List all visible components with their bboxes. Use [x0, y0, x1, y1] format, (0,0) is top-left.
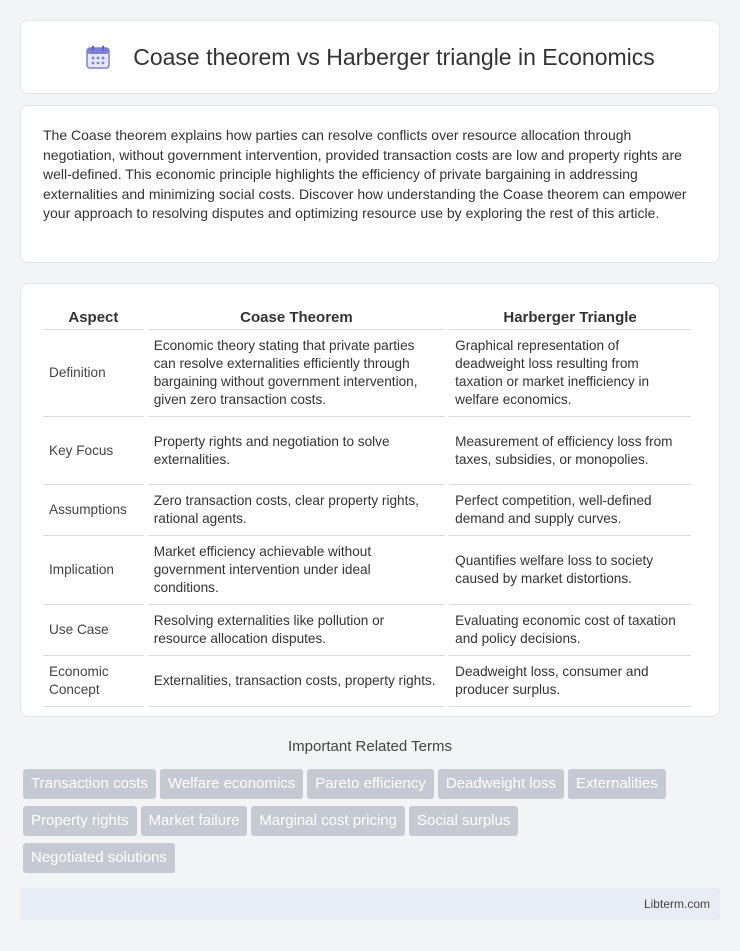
calendar-icon	[85, 44, 111, 70]
column-header-coase: Coase Theorem	[148, 304, 445, 330]
page-title: Coase theorem vs Harberger triangle in Economics	[133, 43, 655, 70]
related-term-tag[interactable]: Property rights	[23, 806, 137, 836]
row-aspect: Definition	[43, 330, 144, 417]
row-aspect: Economic Concept	[43, 656, 144, 707]
related-terms-list	[23, 769, 723, 880]
row-harberger: Graphical representation of deadweight loss resulting from taxation or market inefficiency in welfare economics.	[449, 330, 691, 417]
table-row	[43, 536, 691, 605]
related-term-tag[interactable]: Welfare economics	[160, 769, 303, 799]
related-term-tag[interactable]: Social surplus	[409, 806, 518, 836]
column-header-harberger: Harberger Triangle	[449, 304, 691, 330]
row-harberger: Evaluating economic cost of taxation and policy decisions.	[449, 605, 691, 656]
related-term-tag[interactable]: Externalities	[568, 769, 666, 799]
table-row	[43, 417, 691, 485]
table-row	[43, 485, 691, 536]
intro-paragraph: The Coase theorem explains how parties can resolve conflicts over resource allocation through negotiation, without government intervention, provided transaction costs are low and property rights are well-defined. This economic principle highlights the efficiency of private bargaining in addressing externalities and minimizing social costs. Discover how understanding the Coase theorem can empower your approach to resolving disputes and optimizing resource use by exploring the rest of this article.	[43, 127, 687, 221]
table-row	[43, 605, 691, 656]
row-coase: Property rights and negotiation to solve externalities.	[148, 417, 445, 485]
row-aspect: Implication	[43, 536, 144, 605]
row-coase: Resolving externalities like pollution or resource allocation disputes.	[148, 605, 445, 656]
row-coase: Economic theory stating that private parties can resolve externalities efficiently through bargaining without government intervention, given zero transaction costs.	[148, 330, 445, 417]
table-row	[43, 330, 691, 417]
footer-site-link[interactable]: Libterm.com	[643, 897, 710, 911]
related-terms-title: Important Related Terms	[288, 738, 452, 755]
footer	[20, 888, 720, 920]
comparison-table-card	[20, 283, 720, 717]
row-harberger: Measurement of efficiency loss from taxes, subsidies, or monopolies.	[449, 417, 691, 485]
row-coase: Market efficiency achievable without government intervention under ideal conditions.	[148, 536, 445, 605]
comparison-table	[39, 304, 695, 707]
row-aspect: Use Case	[43, 605, 144, 656]
related-term-tag[interactable]: Deadweight loss	[438, 769, 564, 799]
row-aspect: Assumptions	[43, 485, 144, 536]
related-term-tag[interactable]: Transaction costs	[23, 769, 156, 799]
row-coase: Externalities, transaction costs, property rights.	[148, 656, 445, 707]
related-term-tag[interactable]: Marginal cost pricing	[251, 806, 405, 836]
related-term-tag[interactable]: Negotiated solutions	[23, 843, 175, 873]
row-harberger: Deadweight loss, consumer and producer surplus.	[449, 656, 691, 707]
table-row	[43, 656, 691, 707]
row-coase: Zero transaction costs, clear property rights, rational agents.	[148, 485, 445, 536]
column-header-aspect: Aspect	[43, 304, 144, 330]
table-header-row	[43, 304, 691, 330]
header-card	[20, 20, 720, 94]
intro-card	[20, 105, 720, 263]
related-term-tag[interactable]: Market failure	[141, 806, 248, 836]
row-harberger: Perfect competition, well-defined demand and supply curves.	[449, 485, 691, 536]
related-term-tag[interactable]: Pareto efficiency	[307, 769, 434, 799]
row-aspect: Key Focus	[43, 417, 144, 485]
row-harberger: Quantifies welfare loss to society caused by market distortions.	[449, 536, 691, 605]
